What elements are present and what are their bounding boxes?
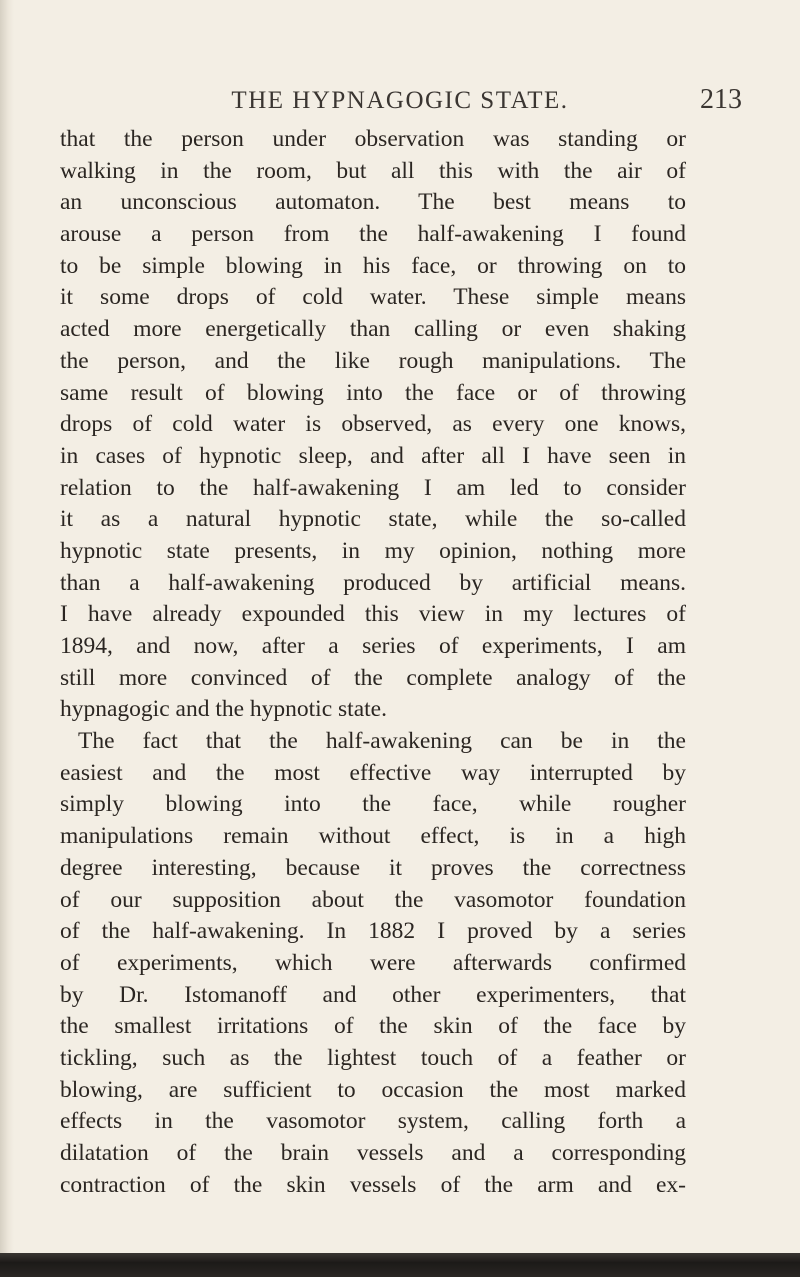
text-line: effects in the vasomotor system, calling forth a — [60, 1108, 686, 1135]
text-line: than a half-awakening produced by artificial means. — [60, 569, 686, 596]
text-line: it some drops of cold water. These simple means — [60, 284, 686, 311]
text-line: the person, and the like rough manipulations. The — [60, 347, 686, 374]
text-line: tickling, such as the lightest touch of a feather or — [60, 1044, 686, 1071]
text-line: still more convinced of the complete analogy of the — [60, 664, 686, 691]
text-line: in cases of hypnotic sleep, and after all I have seen in — [60, 442, 686, 469]
paragraph-start-line: The fact that the half-awakening can be in the — [78, 728, 686, 755]
text-line: same result of blowing into the face or of throwing — [60, 379, 686, 406]
text-line: arouse a person from the half-awakening I found — [60, 221, 686, 248]
text-line: contraction of the skin vessels of the arm and ex- — [60, 1171, 686, 1198]
text-line: 1894, and now, after a series of experiments, I am — [60, 633, 686, 659]
text-line: that the person under observation was standing or — [60, 126, 686, 152]
text-line: of our supposition about the vasomotor foundation — [60, 886, 686, 913]
text-line: walking in the room, but all this with the air of — [60, 157, 686, 184]
text-line: hypnotic state presents, in my opinion, nothing more — [60, 537, 686, 564]
page-number: 213 — [700, 84, 742, 115]
text-line: easiest and the most effective way interrupted by — [60, 759, 686, 786]
body-text — [60, 124, 686, 1201]
text-line: manipulations remain without effect, is in a high — [60, 823, 686, 850]
text-line: acted more energetically than calling or even shaking — [60, 316, 686, 343]
text-line: simply blowing into the face, while rougher — [60, 791, 686, 818]
text-line: it as a natural hypnotic state, while the so-called — [60, 506, 686, 533]
text-line: degree interesting, because it proves the correctness — [60, 854, 686, 881]
paragraph-end-line: hypnagogic and the hypnotic state. — [60, 696, 387, 723]
text-line: of experiments, which were afterwards confirmed — [60, 949, 686, 976]
text-line: by Dr. Istomanoff and other experimenters, that — [60, 981, 686, 1008]
page-bottom-edge — [0, 1253, 800, 1277]
text-line: to be simple blowing in his face, or throwing on to — [60, 252, 686, 279]
text-line: the smallest irritations of the skin of the face by — [60, 1013, 686, 1040]
page-gutter-shadow — [0, 0, 14, 1277]
running-title: THE HYPNAGOGIC STATE. — [231, 87, 569, 114]
text-line: blowing, are sufficient to occasion the most marked — [60, 1076, 686, 1103]
text-line: relation to the half-awakening I am led to consider — [60, 474, 686, 501]
text-line: drops of cold water is observed, as every one knows, — [60, 411, 686, 438]
running-head — [0, 78, 800, 118]
text-line: of the half-awakening. In 1882 I proved by a series — [60, 918, 686, 945]
text-line: an unconscious automaton. The best means to — [60, 189, 686, 216]
text-line: dilatation of the brain vessels and a corresponding — [60, 1140, 686, 1166]
text-line: I have already expounded this view in my lectures of — [60, 601, 686, 628]
